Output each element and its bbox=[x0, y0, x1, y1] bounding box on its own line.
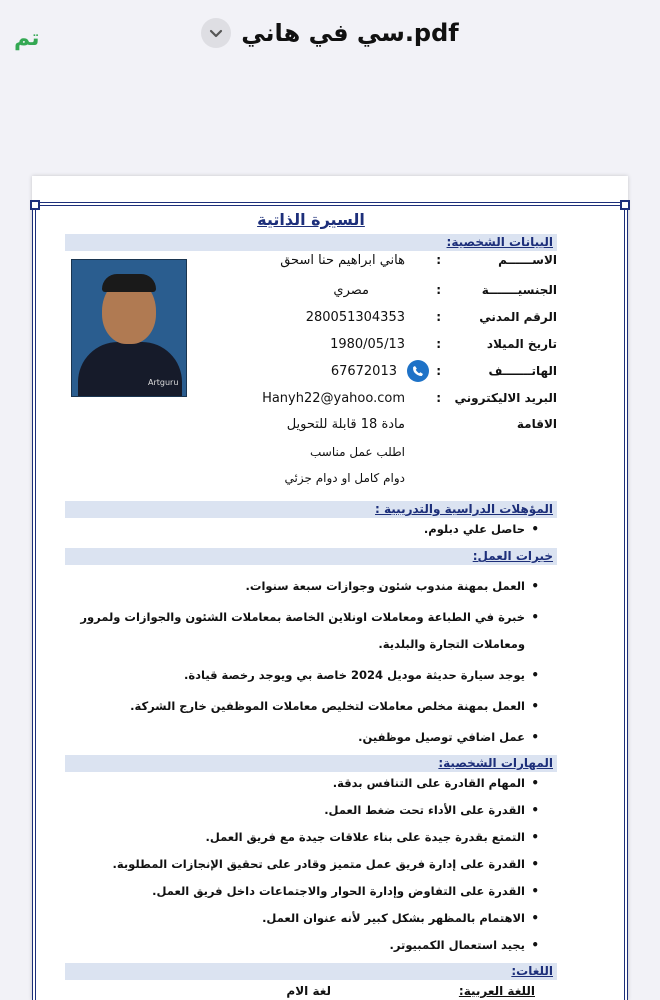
chevron-down-icon bbox=[209, 26, 223, 40]
list-item: • خبرة في الطباعة ومعاملات اونلاين الخاصة بمعاملات الشئون والجوازات ولمرور ومعاملات التجارة والبلدية. bbox=[65, 604, 539, 658]
cv-content bbox=[65, 210, 557, 1000]
list-item: • القدرة على الأداء تحت ضغط العمل. bbox=[65, 799, 539, 826]
field-value: 67672013 bbox=[330, 364, 397, 379]
note-line: دوام كامل او دوام جزئي bbox=[284, 471, 405, 485]
field-row-birthdate: تاريخ الميلاد : 1980/05/13 bbox=[330, 337, 557, 352]
border-corner bbox=[620, 200, 630, 210]
list-item: • التمتع بقدرة جيدة على بناء علاقات جيدة مع فريق العمل. bbox=[65, 826, 539, 853]
field-label: الهاتـــــــف bbox=[488, 364, 557, 378]
list-item: • العمل بمهنة مخلص معاملات لتخليص معاملات الموظفين خارج الشركة. bbox=[65, 693, 539, 720]
field-value: 1980/05/13 bbox=[330, 337, 405, 352]
field-row-name: الاســــــم : هاني ابراهيم حنا اسحق bbox=[280, 253, 557, 268]
phone-icon[interactable] bbox=[407, 360, 429, 382]
field-row-email: البريد الاليكتروني : Hanyh22@yahoo.com bbox=[262, 391, 557, 406]
list-item: • يوجد سيارة حديثة موديل 2024 خاصة بي ويوجد رخصة قيادة. bbox=[65, 662, 539, 689]
list-item: • يجيد استعمال الكمبيوتر. bbox=[65, 934, 539, 961]
document-page[interactable] bbox=[32, 176, 628, 1000]
field-row-nationality: الجنسيـــــــة : مصري bbox=[333, 283, 557, 298]
field-row-residence bbox=[65, 417, 557, 439]
list-item: • المهام القادرة على التنافس بدقة. bbox=[65, 772, 539, 799]
language-name: اللغة العربية: bbox=[458, 984, 535, 998]
profile-photo bbox=[71, 259, 187, 397]
skills-list bbox=[65, 772, 557, 961]
field-value: 280051304353 bbox=[305, 310, 405, 325]
border-corner bbox=[30, 200, 40, 210]
email-link[interactable]: Hanyh22@yahoo.com bbox=[262, 391, 405, 406]
field-row-phone: الهاتـــــــف : 67672013 bbox=[65, 364, 557, 386]
done-button[interactable]: تم bbox=[14, 26, 40, 51]
language-row bbox=[65, 980, 557, 1000]
field-label: الاســــــم bbox=[498, 253, 557, 267]
top-bar bbox=[0, 0, 660, 176]
list-item: • القدرة على التفاوض وإدارة الحوار والاجتماعات داخل فريق العمل. bbox=[65, 880, 539, 907]
list-item: • الاهتمام بالمظهر بشكل كبير لأنه عنوان العمل. bbox=[65, 907, 539, 934]
field-value: مادة 18 قابلة للتحويل bbox=[286, 417, 405, 432]
field-label: الاقامة bbox=[516, 417, 557, 431]
language-level: لغة الام bbox=[286, 984, 331, 998]
languages-heading: اللغات: bbox=[65, 963, 557, 980]
title-area bbox=[0, 18, 660, 48]
field-row-civil-id: الرقم المدني : 280051304353 bbox=[305, 310, 557, 325]
experience-heading: خبرات العمل: bbox=[65, 548, 557, 565]
field-value: مصري bbox=[333, 283, 369, 298]
skills-heading: المهارات الشخصية: bbox=[65, 755, 557, 772]
personal-info bbox=[65, 251, 557, 497]
list-item: • القدرة على إدارة فريق عمل متميز وقادر على تحقيق الإنجازات المطلوبة. bbox=[65, 853, 539, 880]
list-item: • حاصل علي دبلوم. bbox=[65, 518, 539, 544]
field-label: الرقم المدني bbox=[479, 310, 557, 324]
title-menu-button[interactable] bbox=[201, 18, 231, 48]
field-value: هاني ابراهيم حنا اسحق bbox=[280, 253, 405, 268]
note-line: اطلب عمل مناسب bbox=[310, 445, 405, 459]
list-item: • عمل اضافي توصيل موظفين. bbox=[65, 724, 539, 751]
field-label: الجنسيـــــــة bbox=[481, 283, 557, 297]
list-item: • العمل بمهنة مندوب شئون وجوازات سبعة سنوات. bbox=[65, 573, 539, 600]
document-title: سي في هاني.pdf bbox=[241, 19, 459, 47]
field-label: تاريخ الميلاد bbox=[486, 337, 557, 351]
photo-watermark: Artguru bbox=[148, 378, 179, 387]
experience-list bbox=[65, 565, 557, 751]
qualifications-heading: المؤهلات الدراسية والتدريبية : bbox=[65, 501, 557, 518]
cv-title: السيرة الذاتية bbox=[257, 210, 365, 229]
qualifications-list bbox=[65, 518, 557, 544]
personal-section-heading: البيانات الشخصية: bbox=[65, 234, 557, 251]
field-label: البريد الاليكتروني bbox=[454, 391, 557, 405]
